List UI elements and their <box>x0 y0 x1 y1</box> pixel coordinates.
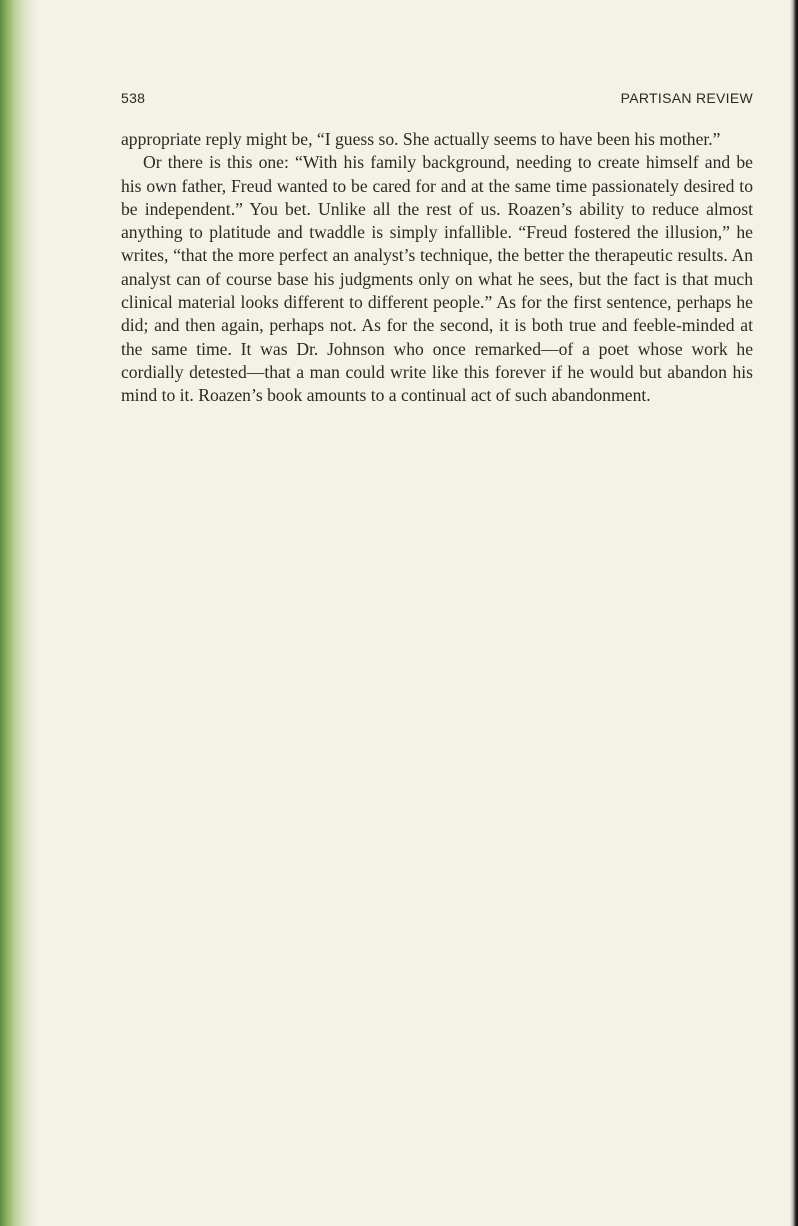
paragraph-continued: appropriate reply might be, “I guess so. She actually seems to have been his mother.” <box>121 129 721 149</box>
page-header <box>121 90 753 110</box>
running-head: PARTISAN REVIEW <box>620 90 753 106</box>
page-number: 538 <box>121 90 146 106</box>
page-edge <box>790 0 798 1226</box>
binding-gutter <box>0 0 38 1226</box>
paragraph: Or there is this one: “With his family background, needing to create himself and be his own father, Freud wanted to be cared for and at the same time passionately desired to be independent.” You bet. Unlike all the rest of us. Roazen’s ability to reduce almost anything to platitude and twaddle is simply infallible. “Freud fostered the illusion,” he writes, “that the more perfect an analyst’s technique, the better the therapeutic results. An analyst can of course base his judgments only on what he sees, but the fact is that much clinical material looks different to different people.” As for the first sentence, perhaps he did; and then again, perhaps not. As for the second, it is both true and feeble-minded at the same time. It was Dr. Johnson who once remarked—of a poet whose work he cordially detested—that a man could write like this forever if he would but abandon his mind to it. Roazen’s book amounts to a continual act of such abandonment. <box>121 152 753 406</box>
body-text <box>121 128 753 408</box>
